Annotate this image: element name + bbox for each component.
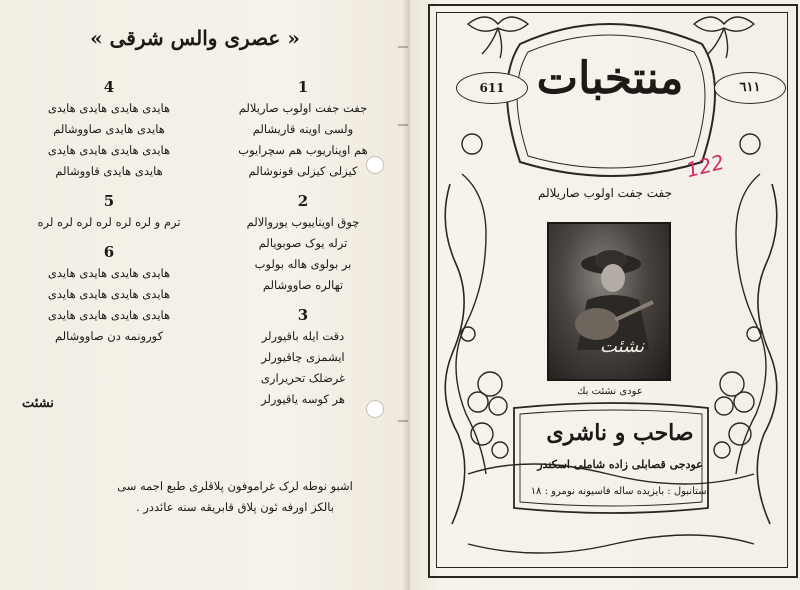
verse-number: 3 <box>297 306 309 324</box>
verse-line: دقت ایله باقیورلر <box>261 329 345 343</box>
verse-line: هایدی هایدی هایدی هایدی <box>47 101 171 115</box>
verse-number: 5 <box>103 192 115 210</box>
cover-subtitle: جفت جفت اولوب صاریلالم <box>537 186 673 200</box>
verse-number: 1 <box>297 78 309 96</box>
song-title: « عصری والس شرقی » <box>90 26 300 50</box>
verse-line: هایدی هایدی هایدی هایدی <box>47 308 171 322</box>
verse-line: جفت جفت اولوب صاریلالم <box>238 101 368 115</box>
page-number-latin: 611 <box>456 72 528 104</box>
footnote <box>70 476 400 518</box>
verse-4 <box>14 76 204 182</box>
verse-line: ترله یوک صوبویالم <box>258 236 348 250</box>
verse-line: هایدی هایدی هایدی هایدی <box>47 287 171 301</box>
verse-line: ایشمزی چاقیورلر <box>261 350 345 364</box>
page-number-arabic: ٦١١ <box>714 72 786 104</box>
photo-caption: عودی نشئت بك <box>577 386 643 397</box>
verse-line: هایدی هایدی هایدی هایدی <box>47 143 171 157</box>
musician-photo <box>547 222 671 381</box>
verse-line: کیزلی کیزلی قونوشالم <box>248 164 358 178</box>
publisher-name: عودجی قصابلی زاده شاملی اسکندر <box>537 458 703 471</box>
verse-number: 2 <box>297 192 309 210</box>
binder-hole <box>366 156 384 174</box>
verse-line: چوق اویناییوب یوروالالم <box>246 215 360 229</box>
composer-name: نشئت <box>22 396 54 411</box>
verse-line: هم اویناریوب هم سچرایوب <box>238 143 368 157</box>
verse-line: هایدی هایدی هایدی هایدی <box>47 266 171 280</box>
binder-hole <box>366 400 384 418</box>
footnote-line: اشبو نوطه لرک غراموفون پلاقلری طبع اجمه سی <box>117 479 353 493</box>
verse-line: ولسی اوینه قاریشالم <box>252 122 354 136</box>
verse-line: کورونمه دن صاووشالم <box>54 329 164 343</box>
verse-6 <box>14 241 204 347</box>
verse-line: بر بولوی هاله بولوب <box>254 257 352 271</box>
handwritten-note: 122 <box>683 149 727 183</box>
verse-line: تهالره صاووشالم <box>262 278 344 292</box>
photo-signature: نشئت <box>599 336 645 357</box>
verse-line: غرضلک تحریراری <box>260 371 346 385</box>
verse-number: 6 <box>103 243 115 261</box>
footnote-line: بالکز اورفه ئون پلاق قابریقه سنه عائددر . <box>136 500 334 514</box>
verse-2 <box>228 190 378 296</box>
verse-3 <box>228 304 378 410</box>
publisher-heading: صاحب و ناشری <box>546 420 694 446</box>
verse-5 <box>14 190 204 233</box>
publisher-address: استانبول : بایزیده ساله فاسیونه نومرو : ١٨ <box>530 486 710 497</box>
verse-line: هر کوسه یاقیورلر <box>261 392 345 406</box>
verse-1 <box>228 76 378 182</box>
verse-line: ترم و لره لره لره لره لره لره <box>37 215 181 229</box>
verse-line: هایدی هایدی قاووشالم <box>55 164 163 178</box>
masthead-title: منتخبات <box>536 53 684 104</box>
verse-column-left <box>14 76 204 355</box>
verse-number: 4 <box>103 78 115 96</box>
verse-line: هایدی هایدی صاووشالم <box>53 122 165 136</box>
verse-column-right <box>228 76 378 418</box>
